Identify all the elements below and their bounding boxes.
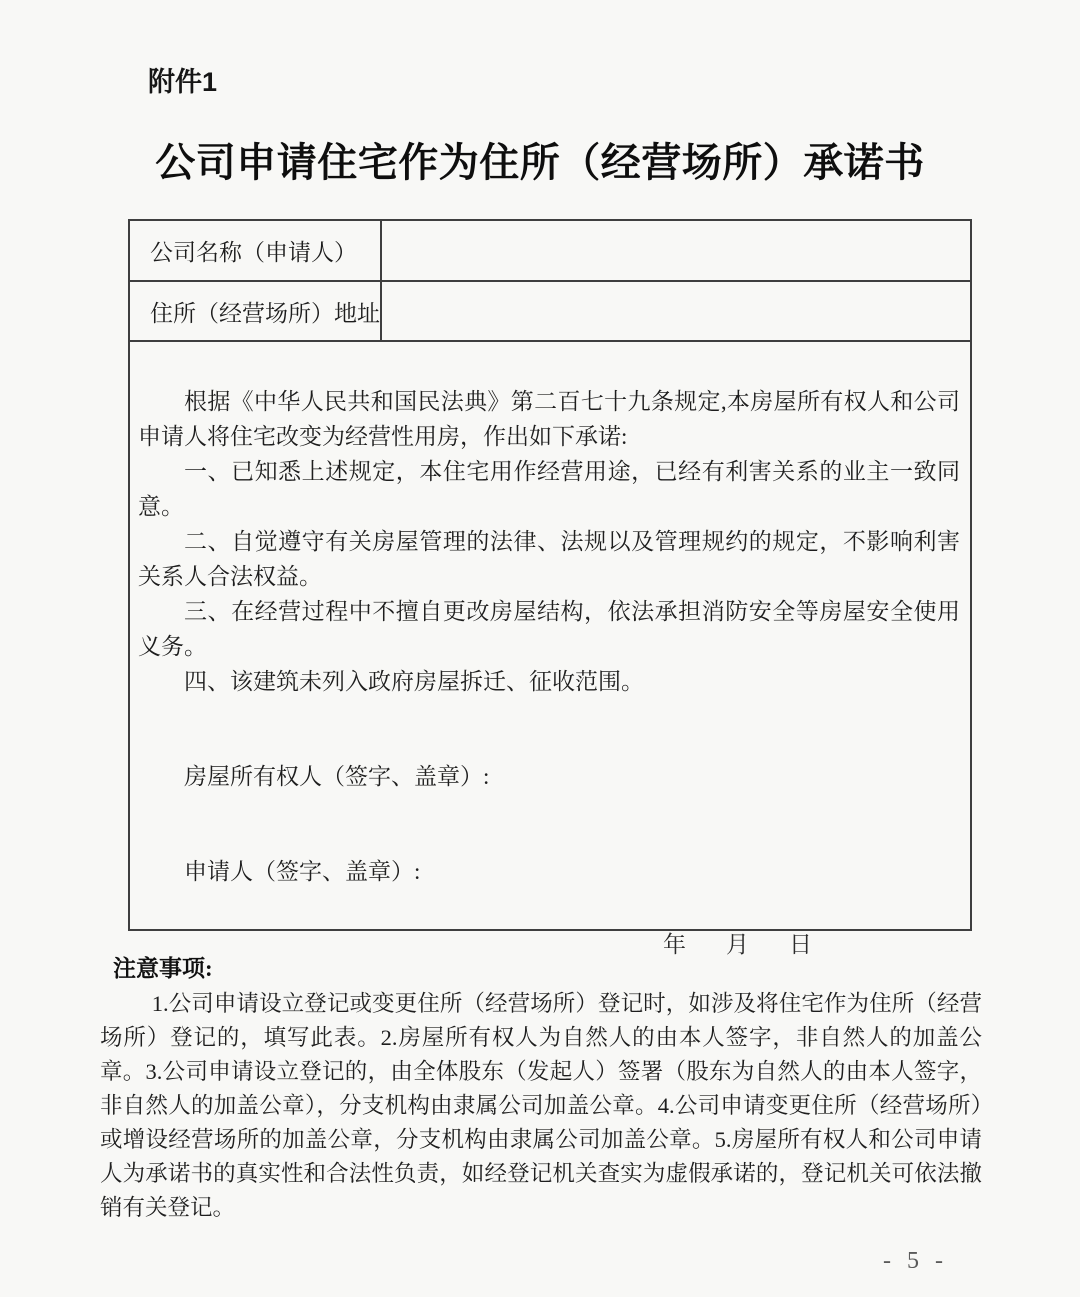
commitment-item-2: 二、自觉遵守有关房屋管理的法律、法规以及管理规约的规定，不影响利害关系人合法权益。: [138, 529, 960, 589]
date-day-label: 日: [789, 932, 812, 957]
commitment-item-1: 一、已知悉上述规定，本住宅用作经营用途，已经有利害关系的业主一致同意。: [138, 459, 960, 519]
notes-heading: 注意事项:: [113, 956, 213, 981]
owner-signature-label: 房屋所有权人（签字、盖章）:: [184, 764, 490, 789]
table-row-company-name: [130, 221, 970, 282]
notes-text: 1.公司申请设立登记或变更住所（经营场所）登记时，如涉及将住宅作为住所（经营场所）登记的，填写此表。2.房屋所有权人为自然人的由本人签字，非自然人的加盖公章。3.公司申请设立登记的，由全体股东（发起人）签署（股东为自然人的由本人签字，非自然人的加盖公章），分支机构由隶属公司加盖公章。4.公司申请变更住所（经营场所）或增设经营场所的加盖公章，分支机构由隶属公司加盖公章。5.房屋所有权人和公司申请人为承诺书的真实性和合法性负责，如经登记机关查实为虚假承诺的，登记机关可依法撤销有关登记。: [100, 991, 982, 1220]
form-table: [128, 219, 972, 957]
company-name-input-cell[interactable]: [382, 221, 970, 280]
commitment-item-3: 三、在经营过程中不擅自更改房屋结构，依法承担消防安全等房屋安全使用义务。: [138, 599, 960, 659]
address-input-cell[interactable]: [382, 282, 970, 340]
commitment-body: [130, 342, 970, 962]
commitment-intro: 根据《中华人民共和国民法典》第二百七十九条规定,本房屋所有权人和公司申请人将住宅改变为经营性用房，作出如下承诺:: [138, 389, 960, 449]
attachment-label: 附件1: [148, 67, 218, 97]
document-title: 公司申请住宅作为住所（经营场所）承诺书: [155, 141, 925, 185]
address-label: 住所（经营场所）地址: [130, 282, 382, 340]
notes-section: [100, 950, 982, 1225]
commitment-item-4: 四、该建筑未列入政府房屋拆迁、征收范围。: [184, 669, 644, 694]
company-name-label: 公司名称（申请人）: [130, 221, 382, 280]
date-month-label: 月: [726, 932, 749, 957]
table-row-address: [130, 282, 970, 342]
date-year-label: 年: [663, 932, 686, 957]
page-number: - 5 -: [883, 1248, 948, 1274]
applicant-signature-label: 申请人（签字、盖章）:: [184, 859, 421, 884]
